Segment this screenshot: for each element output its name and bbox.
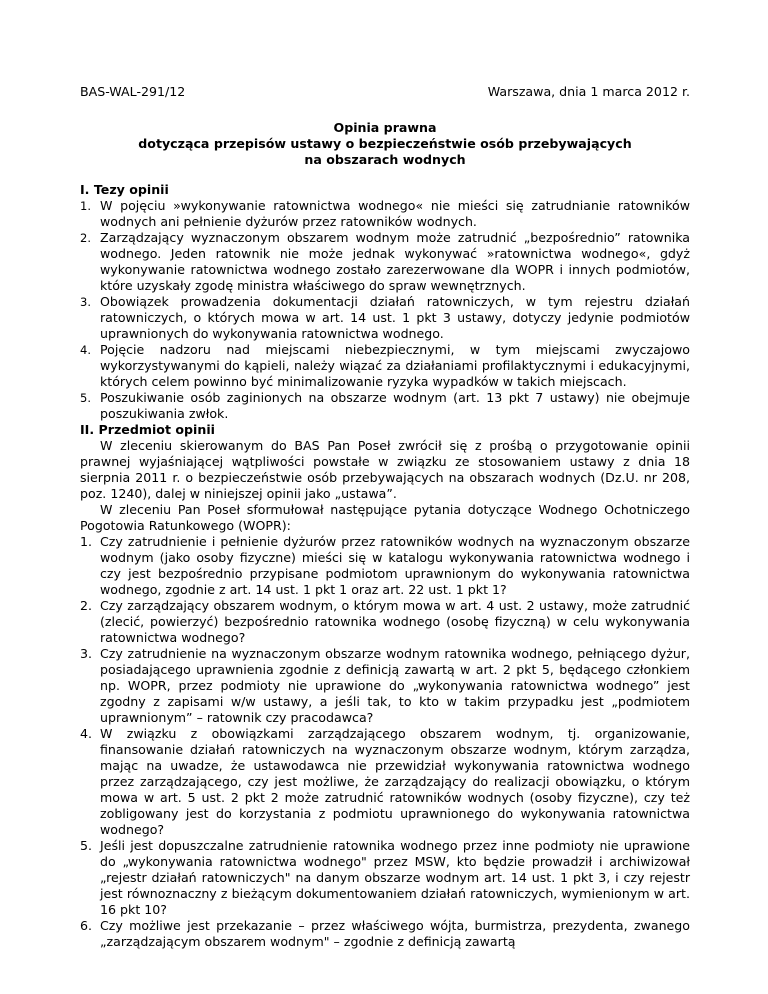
section-heading-subject: II. Przedmiot opinii	[80, 422, 215, 437]
item-number: 6.	[80, 918, 93, 933]
list-item	[80, 918, 690, 950]
list-item	[80, 598, 690, 646]
section-heading-theses: I. Tezy opinii	[80, 182, 169, 197]
item-number: 5.	[80, 838, 93, 853]
item-text: Poszukiwanie osób zaginionych na obszarze wodnym (art. 13 pkt 7 ustawy) nie obejmuje poszukiwania zwłok.	[100, 390, 690, 421]
item-text: Czy zatrudnienie i pełnienie dyżurów przez ratowników wodnych na wyznaczonym obszarze wodnym (jako osoby fizyczne) mieści się w katalogu wykonywania ratownictwa wodnego i czy jest bezpośrednio przypisane podmiotom uprawnionym do wykonywania ratownictwa wodnego, zgodnie z art. 14 ust. 1 pkt 1 oraz art. 22 ust. 1 pkt 1?	[100, 534, 690, 597]
item-number: 4.	[80, 726, 93, 741]
item-text: Pojęcie nadzoru nad miejscami niebezpiecznymi, w tym miejscami zwyczajowo wykorzystywanymi do kąpieli, należy wiązać za działaniami profilaktycznymi i edukacyjnymi, których celem powinno być minimalizowanie ryzyka wypadków w takich miejscach.	[100, 342, 690, 389]
questions-list	[80, 534, 690, 950]
item-text: Jeśli jest dopuszczalne zatrudnienie ratownika wodnego przez inne podmioty nie uprawione do „wykonywania ratownictwa wodnego" przez MSW, kto będzie prowadził i archiwizował „rejestr działań ratowniczych" na danym obszarze wodnym art. 14 ust. 1 pkt 3, i czy rejestr jest równoznaczny z bieżącym dokumentowaniem działań ratowniczych, wymienionym w art. 16 pkt 10?	[100, 838, 690, 917]
item-text: W pojęciu »wykonywanie ratownictwa wodnego« nie mieści się zatrudnianie ratowników wodnych ani pełnienie dyżurów przez ratowników wodnych.	[100, 198, 690, 229]
item-text: Czy możliwe jest przekazanie – przez właściwego wójta, burmistrza, prezydenta, zwanego „zarządzającym obszarem wodnym" – zgodnie z definicją zawartą	[100, 918, 690, 949]
list-item	[80, 230, 690, 294]
reference-number: BAS-WAL-291/12	[80, 84, 186, 99]
paragraph-commission: W zleceniu skierowanym do BAS Pan Poseł zwrócił się z prośbą o przygotowanie opinii prawnej wyjaśniającej wątpliwości powstałe w związku ze stosowaniem ustawy z dnia 18 sierpnia 2011 r. o bezpieczeństwie osób przebywających na obszarach wodnych (Dz.U. nr 208, poz. 1240), dalej w niniejszej opinii jako „ustawa”.	[80, 438, 690, 501]
item-text: Obowiązek prowadzenia dokumentacji działań ratowniczych, w tym rejestru działań ratowniczych, o których mowa w art. 14 ust. 1 pkt 3 ustawy, dotyczy jedynie podmiotów uprawnionych do wykonywania ratownictwa wodnego.	[100, 294, 690, 341]
item-number: 2.	[80, 231, 91, 245]
title-line-3: na obszarach wodnych	[304, 152, 466, 167]
item-number: 3.	[80, 646, 93, 661]
document-page	[80, 84, 690, 950]
list-item	[80, 646, 690, 726]
list-item	[80, 726, 690, 838]
item-text: Czy zarządzający obszarem wodnym, o którym mowa w art. 4 ust. 2 ustawy, może zatrudnić (zlecić, powierzyć) bezpośrednio ratownika wodnego (osobę fizyczną) w celu wykonywania ratownictwa wodnego?	[100, 598, 690, 645]
item-number: 5.	[80, 391, 91, 405]
item-number: 1.	[80, 199, 91, 213]
item-text: Zarządzający wyznaczonym obszarem wodnym może zatrudnić „bezpośrednio” ratownika wodnego. Jeden ratownik nie może jednak wykonywać »ratownictwa wodnego«, gdyż wykonywanie ratownictwa wodnego zostało zarezerwowane dla WOPR i innych podmiotów, które uzyskały zgodę ministra właściwego do spraw wewnętrznych.	[100, 230, 690, 293]
item-number: 1.	[80, 534, 93, 549]
list-item	[80, 534, 690, 598]
paragraph-questions-intro: W zleceniu Pan Poseł sformułował następujące pytania dotyczące Wodnego Ochotniczego Pogotowia Ratunkowego (WOPR):	[80, 502, 690, 533]
title-line-2: dotycząca przepisów ustawy o bezpieczeństwie osób przebywających	[138, 136, 632, 151]
list-item	[80, 838, 690, 918]
item-text: Czy zatrudnienie na wyznaczonym obszarze wodnym ratownika wodnego, pełniącego dyżur, posiadającego uprawnienia zgodnie z definicją zawartą w art. 2 pkt 5, będącego członkiem np. WOPR, przez podmioty nie uprawione do „wykonywania ratownictwa wodnego” jest zgodny z zapisami w/w ustawy, a jeśli tak, to kto w takim przypadku jest „podmiotem uprawnionym” – ratownik czy pracodawca?	[100, 646, 690, 725]
list-item	[80, 294, 690, 342]
list-item	[80, 198, 690, 230]
document-title	[80, 120, 690, 168]
title-line-1: Opinia prawna	[333, 120, 437, 135]
item-text: W związku z obowiązkami zarządzającego obszarem wodnym, tj. organizowanie, finansowanie działań ratowniczych na wyznaczonym obszarze wodnym, którym zarządza, mając na uwadze, że ustawodawca nie przewidział wykonywania ratownictwa wodnego przez zarządzającego, czy jest możliwe, że zarządzający do realizacji obowiązku, o którym mowa w art. 5 ust. 2 pkt 2 może zatrudnić ratowników wodnych (osoby fizyczne), czy też zobligowany jest do korzystania z podmiotu uprawnionego do wykonywania ratownictwa wodnego?	[100, 726, 690, 837]
document-header	[80, 84, 690, 100]
list-item	[80, 342, 690, 390]
item-number: 3.	[80, 295, 91, 309]
theses-list	[80, 198, 690, 422]
item-number: 2.	[80, 598, 93, 613]
item-number: 4.	[80, 343, 91, 357]
document-date: Warszawa, dnia 1 marca 2012 r.	[487, 84, 690, 99]
list-item	[80, 390, 690, 422]
